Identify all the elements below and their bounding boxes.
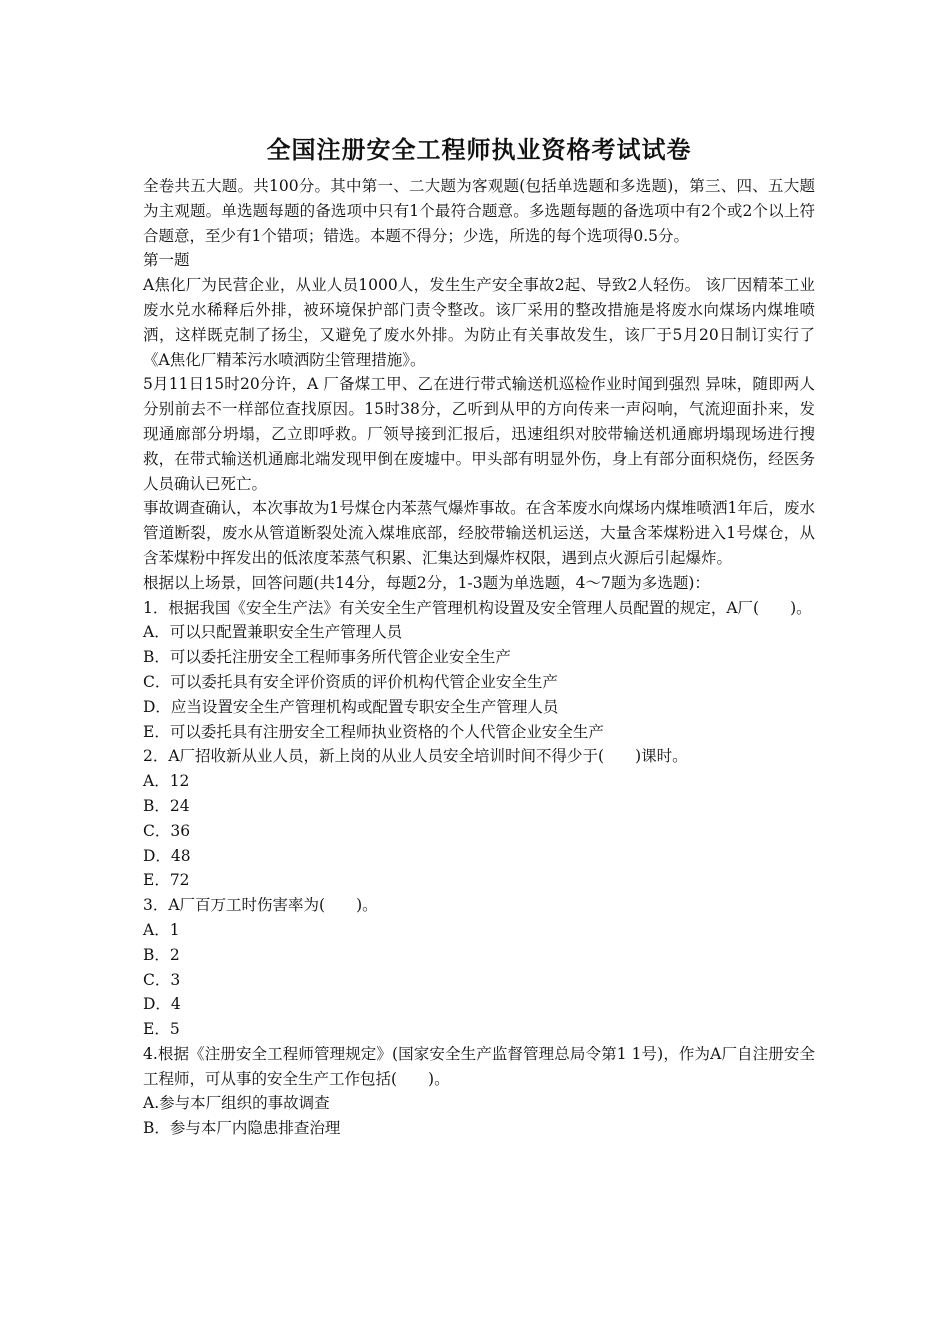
answer-option: A．12 — [143, 772, 190, 791]
question-stem: 2．A厂招收新从业人员，新上岗的从业人员安全培训时间不得少于( )课时。 — [143, 747, 688, 766]
question-stem: 1．根据我国《安全生产法》有关安全生产管理机构设置及安全管理人员配置的规定，A厂( )。 — [143, 598, 812, 617]
case-paragraph: 事故调查确认，本次事故为1号煤仓内苯蒸气爆炸事故。在含苯废水向煤场内煤堆喷洒1年后，废水管道断裂，废水从管道断裂处流入煤堆底部，经胶带输送机运送，大量含苯煤粉进入1号煤仓，从含苯煤粉中挥发出的低浓度苯蒸气积累、汇集达到爆炸权限，遇到点火源后引起爆炸。 — [143, 499, 815, 567]
answer-option: E．5 — [143, 1020, 180, 1039]
answer-option: A．可以只配置兼职安全生产管理人员 — [143, 623, 403, 642]
answer-option: C．36 — [143, 821, 191, 840]
section-heading: 第一题 — [143, 251, 190, 270]
instructions-paragraph: 根据以上场景，回答问题(共14分，每题2分，1-3题为单选题，4～7题为多选题)： — [143, 573, 710, 592]
answer-option: B．2 — [143, 945, 180, 964]
answer-option: A.参与本厂组织的事故调查 — [143, 1094, 330, 1113]
answer-option: D．48 — [143, 846, 191, 865]
exam-page — [143, 130, 815, 1141]
case-paragraph: A焦化厂为民营企业，从业人员1000人，发生生产安全事故2起、导致2人轻伤。 该厂因精苯工业废水兑水稀释后外排，被环境保护部门责令整改。该厂采用的整改措施是将废水向煤场内煤堆喷洒，这样既克制了扬尘，又避免了废水外排。为防止有关事故发生，该厂于5月20日制订实行了《A焦化厂精苯污水喷洒防尘管理措施》。 — [143, 276, 815, 369]
answer-option: B．参与本厂内隐患排查治理 — [143, 1119, 341, 1138]
answer-option: C．可以委托具有安全评价资质的评价机构代管企业安全生产 — [143, 672, 558, 691]
answer-option: D．应当设置安全生产管理机构或配置专职安全生产管理人员 — [143, 697, 559, 716]
answer-option: D．4 — [143, 995, 181, 1014]
answer-option: B．可以委托注册安全工程师事务所代管企业安全生产 — [143, 648, 511, 667]
answer-option: C．3 — [143, 970, 181, 989]
case-paragraph: 5月11日15时20分许，A 厂备煤工甲、乙在进行带式输送机巡检作业时闻到强烈 异味，随即两人分别前去不一样部位查找原因。15时38分，乙听到从甲的方向传来一声闷响，气流迎面扑来，发现通廊部分坍塌，乙立即呼救。厂领导接到汇报后，迅速组织对胶带输送机通廊坍塌现场进行搜救，在带式输送机通廊北端发现甲倒在废墟中。甲头部有明显外伤，身上有部分面积烧伤，经医务人员确认已死亡。 — [143, 375, 815, 493]
answer-option: E．72 — [143, 871, 190, 890]
question-stem: 3．A厂百万工时伤害率为( )。 — [143, 896, 378, 915]
answer-option: E．可以委托具有注册安全工程师执业资格的个人代管企业安全生产 — [143, 722, 604, 741]
page-title: 全国注册安全工程师执业资格考试试卷 — [266, 136, 692, 164]
answer-option: A．1 — [143, 920, 180, 939]
question-stem: 4.根据《注册安全工程师管理规定》(国家安全生产监督管理总局令第1 1号)，作为A厂自注册安全工程师，可从事的安全生产工作包括( )。 — [143, 1044, 815, 1088]
answer-option: B．24 — [143, 796, 190, 815]
intro-paragraph: 全卷共五大题。共100分。其中第一、二大题为客观题(包括单选题和多选题)，第三、四、五大题为主观题。单选题每题的备选项中只有1个最符合题意。多选题每题的备选项中有2个或2个以上符合题意，至少有1个错项；错选。本题不得分；少选，所选的每个选项得0.5分。 — [143, 177, 815, 245]
